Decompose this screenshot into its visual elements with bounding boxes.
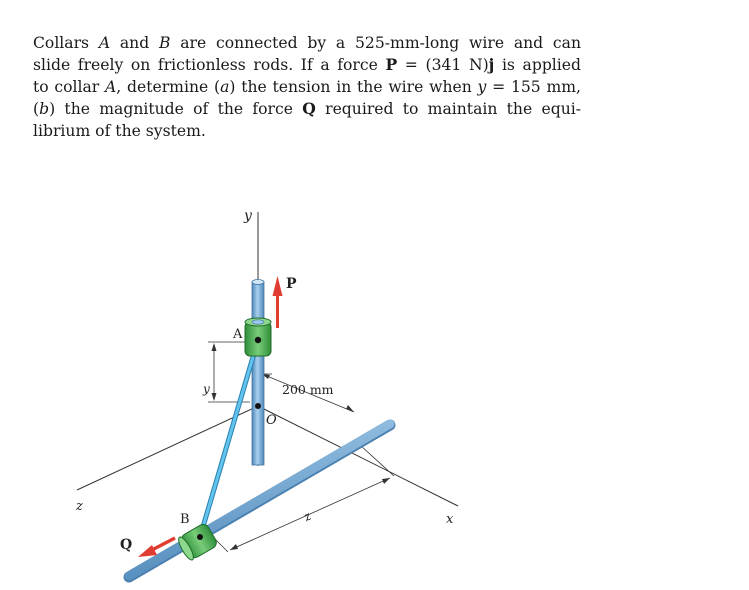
y-dimension-arrow-top	[212, 343, 217, 351]
origin-label: O	[266, 413, 277, 428]
collar-a-label: A	[233, 327, 243, 342]
force-p-arrow	[273, 276, 283, 328]
dim-200-arrow-2	[346, 405, 354, 412]
collar-b-attachment-point	[197, 534, 203, 540]
z-axis-label: z	[76, 499, 83, 514]
problem-line-3: to collar A, determine (a) the tension in the wire when y = 155 mm,	[33, 78, 582, 96]
y-dimension-label: y	[203, 382, 210, 396]
problem-line-2: slide freely on frictionless rods. If a force P = (341 N)j is applied	[33, 55, 581, 74]
z-axis-line	[77, 406, 258, 490]
problem-line-5: librium of the system.	[33, 122, 206, 140]
y-axis-label: y	[244, 208, 252, 224]
y-dimension-arrow-bottom	[212, 393, 217, 401]
problem-line-4: (b) the magnitude of the force Q required to maintain the equi-	[33, 99, 581, 118]
z-dimension-label: z	[301, 508, 314, 525]
problem-line-1: Collars A and B are connected by a 525-mm-long wire and can	[33, 34, 581, 52]
z-dimension-arrow-2	[382, 478, 390, 484]
x-axis-line	[258, 406, 458, 506]
vertical-rod	[252, 280, 264, 466]
dim-200-label: 200 mm	[282, 382, 334, 397]
collar-a-attachment-point	[255, 337, 261, 343]
force-p-label: P	[286, 276, 297, 292]
force-q-label: Q	[120, 537, 133, 553]
collar-b-label: B	[180, 512, 190, 527]
x-axis-label: x	[446, 512, 454, 527]
z-dimension-arrow-1	[230, 544, 238, 550]
z-dimension-line	[230, 478, 390, 550]
origin-point	[255, 403, 261, 409]
z-dimension-extension-2	[360, 445, 394, 476]
